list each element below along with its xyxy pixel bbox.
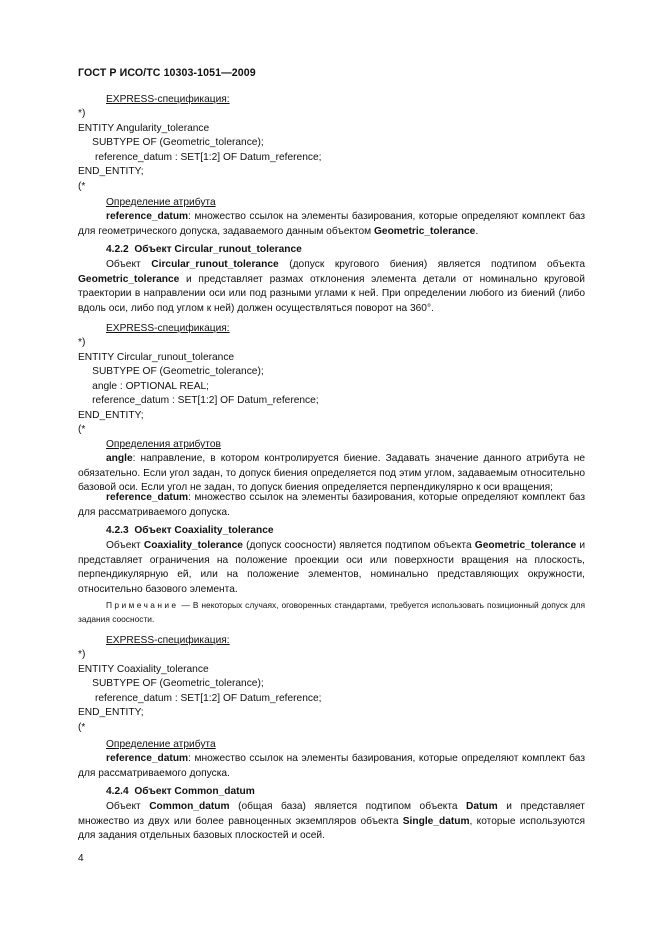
code-line: *) (78, 649, 86, 660)
text: (общая база) является подтипом объекта (229, 801, 467, 812)
document-header: ГОСТ Р ИСО/ТС 10303-1051—2009 (78, 67, 256, 79)
text: (допуск соосности) является подтипом объекта (242, 540, 475, 551)
code-line: SUBTYPE OF (Geometric_tolerance); (78, 366, 264, 377)
section-heading (78, 785, 613, 800)
code-line: ENTITY Angularity_tolerance (78, 122, 210, 134)
term: Geometric_tolerance (78, 273, 180, 285)
section-title: Объект Circular_runout_tolerance (134, 244, 302, 255)
term: Datum (466, 801, 498, 812)
paragraph (78, 539, 585, 597)
code-line: SUBTYPE OF (Geometric_tolerance); (78, 678, 264, 689)
page-number: 4 (78, 853, 84, 864)
note-text: — В некоторых случаях, оговоренных стандартами, требуется использовать позиционный допуск для задания соосности. (78, 600, 585, 624)
term: reference_datum (106, 492, 189, 503)
definition-label: Определения атрибутов (106, 439, 221, 450)
definition-label: Определение атрибута (106, 197, 216, 208)
code-line: *) (78, 337, 86, 348)
paragraph (78, 800, 585, 844)
code-line: END_ENTITY; (78, 707, 144, 718)
term: angle (106, 453, 133, 464)
text: и представляет размах отклонения элемента детали от номинально круговой траектории в направлении оси или под разными углами к ней. При определении любого из биений (либо вдоль оси, либо под углом к ней) должен осуществляться поворот на 360°. (78, 273, 585, 314)
express-label: EXPRESS-спецификация: (106, 323, 230, 334)
paragraph (78, 258, 585, 316)
text: и представляет ограничения на положение проекции оси или поверхности вращения на плоскость, перпендикулярную ей, или на положение элементов, номинально представляющих окружности, относительно базового элемента. (78, 540, 586, 595)
code-line: END_ENTITY; (78, 409, 144, 421)
note-label: Примечание (106, 600, 179, 610)
code-line: reference_datum : SET[1:2] OF Datum_reference; (78, 692, 322, 704)
text: . (475, 225, 479, 237)
text: Объект (106, 801, 150, 812)
term: Circular_runout_tolerance (151, 259, 279, 270)
section-heading (78, 243, 613, 258)
code-block (78, 107, 585, 194)
code-line: SUBTYPE OF (Geometric_tolerance); (78, 137, 264, 148)
section-number: 4.2.2 (106, 244, 129, 255)
code-line: END_ENTITY; (78, 166, 144, 177)
term: reference_datum (106, 211, 189, 222)
code-line: (* (78, 721, 86, 733)
code-line: *) (78, 108, 86, 119)
code-block (78, 648, 585, 735)
term: Single_datum (402, 815, 470, 827)
code-line: angle : OPTIONAL REAL; (78, 380, 209, 392)
paragraph (78, 491, 585, 520)
code-line: reference_datum : SET[1:2] OF Datum_reference; (78, 151, 322, 163)
term: Common_datum (149, 801, 230, 812)
note (78, 598, 585, 626)
section-heading (78, 524, 613, 539)
section-number: 4.2.4 (106, 786, 129, 797)
text: Объект (106, 540, 144, 551)
term: Coaxiality_tolerance (143, 540, 243, 551)
paragraph (78, 210, 585, 239)
code-block (78, 336, 585, 438)
express-label: EXPRESS-спецификация: (106, 94, 230, 105)
text: (допуск кругового биения) является подтипом объекта (278, 259, 585, 270)
code-line: ENTITY Circular_runout_tolerance (78, 351, 235, 363)
express-label: EXPRESS-спецификация: (106, 635, 230, 646)
term: reference_datum (106, 753, 189, 764)
code-line: ENTITY Coaxiality_tolerance (78, 663, 209, 675)
paragraph (78, 752, 585, 781)
term: Geometric_tolerance (373, 225, 476, 237)
text: : множество ссылок на элементы базирования, которые определяют комплект баз для рассматриваемого допуска. (78, 492, 585, 518)
text: : множество ссылок на элементы базирования, которые определяют комплект баз для геометрического допуска, задаваемого данным объектом (78, 211, 585, 237)
code-line: reference_datum : SET[1:2] OF Datum_reference; (78, 395, 319, 406)
text: : направление, в котором контролируется биение. Задавать значение данного атрибута не обязательно. Если угол задан, то допуск биения определяется под этим углом, задаваемым относительно базовой оси. Если угол не задан, то допуск биения определяется перпендикулярно к оси вращения; (78, 453, 585, 493)
definition-label: Определение атрибута (106, 739, 216, 750)
code-line: (* (78, 180, 86, 192)
text: и представляет множество из двух или более равноценных экземпляров объекта (78, 801, 585, 827)
term: Geometric_tolerance (474, 540, 577, 551)
section-number: 4.2.3 (106, 525, 129, 536)
section-title: Объект Coaxiality_tolerance (134, 525, 274, 536)
paragraph (78, 452, 585, 496)
code-line: (* (78, 424, 86, 435)
text: Объект (106, 259, 152, 270)
text: : множество ссылок на элементы базирования, которые определяют комплект баз для рассматриваемого допуска. (78, 753, 585, 779)
section-title: Объект Common_datum (134, 786, 255, 797)
text: , которые используются для задания отдельных базовых плоскостей и осей. (78, 815, 585, 841)
